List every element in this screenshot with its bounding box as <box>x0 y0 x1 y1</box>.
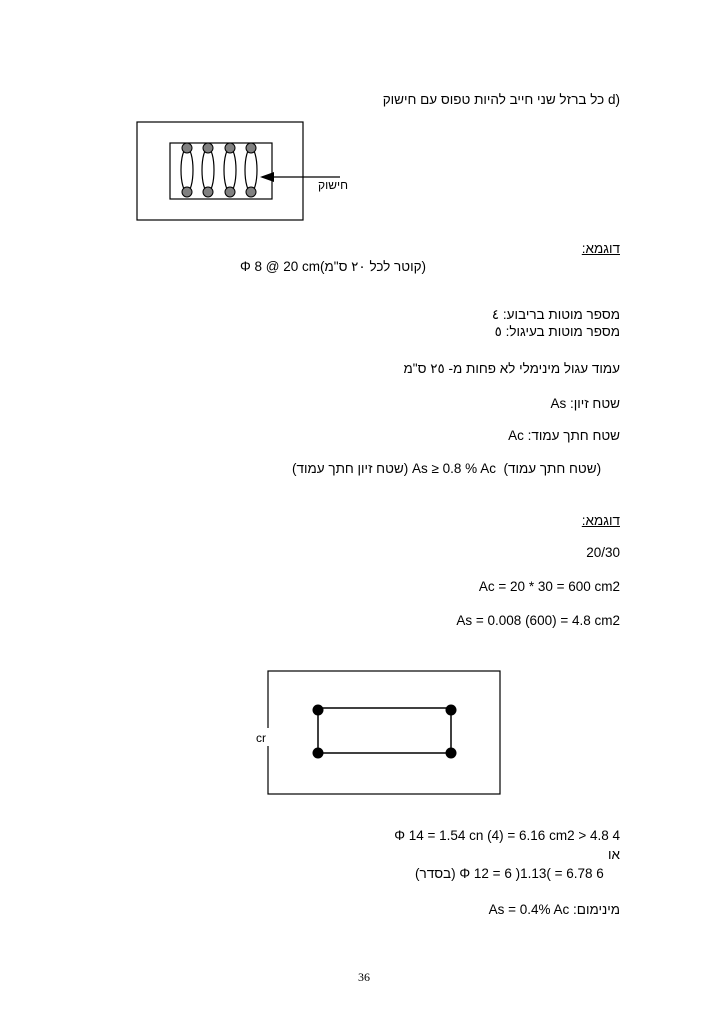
result-line-1: Φ 14 = 1.54 cn (4) = 6.16 cm2 > 4.8 4 <box>394 828 620 843</box>
section-cut-label: cr <box>256 731 266 745</box>
square-count-value: ٤ <box>491 307 500 322</box>
square-count-label: מספר מוטות בריבוע: <box>502 307 620 322</box>
page-number: 36 <box>358 970 370 984</box>
ratio-right-note: (שטח חתך עמוד) <box>503 461 602 476</box>
tie-label: חישוק <box>318 178 348 192</box>
example1-title: דוגמא: <box>581 241 620 256</box>
min-round-column: עמוד עגול מינימלי לא פחות מ- ٢٥ ס"מ <box>403 361 620 376</box>
ratio-left-note: (שטח זיון חתך עמוד) <box>292 461 409 476</box>
result-line-3-formula: Φ 12 = 6 )1.13( = 6.78 6 <box>459 866 604 881</box>
section-outline <box>268 671 500 794</box>
round-count-value: ٥ <box>494 324 502 339</box>
ratio-formula: As ≥ 0.8 % Ac <box>412 461 496 476</box>
minimum-line <box>489 902 620 918</box>
minimum-label: מינימום: <box>573 902 620 917</box>
result-line-3 <box>415 866 604 882</box>
section-area-symbol: Ac <box>508 428 524 443</box>
example2-title: דוגמא: <box>581 513 620 528</box>
corner-bars <box>313 705 457 759</box>
heading-text: כל ברזל שני חייב להיות טפוס עם חישוק <box>382 92 605 107</box>
round-count-label: מספר מוטות בעיגול: <box>505 324 620 339</box>
result-line-3-note: (בסדר) <box>415 866 456 881</box>
steel-area-label: שטח זיון: <box>570 396 620 411</box>
ac-calculation: Ac = 20 * 30 = 600 cm2 <box>478 579 620 594</box>
as-calculation: As = 0.008 (600) = 4.8 cm2 <box>456 613 620 628</box>
result-or: או <box>608 847 620 862</box>
spiral-formula: Φ 8 @ 20 cm <box>240 259 320 274</box>
spiral-note: (קוטר לכל ٢٠ ס"מ) <box>320 259 427 274</box>
heading-marker: d) <box>607 92 620 107</box>
steel-area-symbol: As <box>550 396 567 411</box>
example2-dimensions: 20/30 <box>586 545 620 560</box>
section-area-label: שטח חתך עמוד: <box>527 428 620 443</box>
stirrup-outline <box>318 708 451 753</box>
minimum-formula: As = 0.4% Ac <box>488 902 570 917</box>
